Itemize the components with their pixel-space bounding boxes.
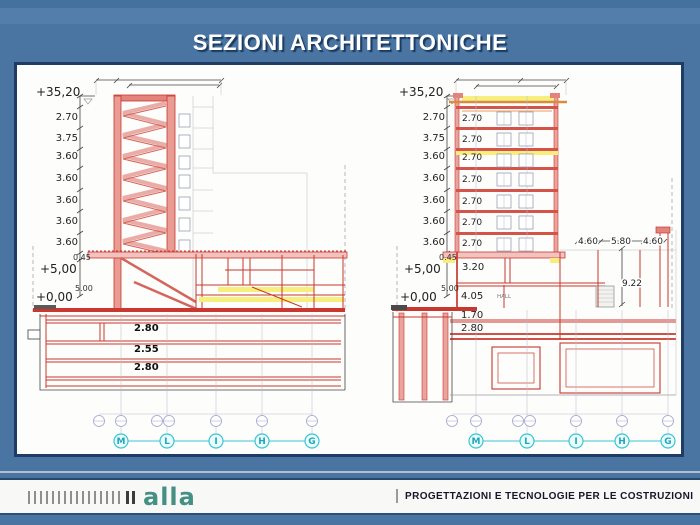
dim-label: 3.60 — [55, 216, 78, 227]
dim-label: 3.75 — [422, 133, 445, 144]
basement-dim-label: 2.80 — [134, 323, 159, 334]
yellow-band — [218, 287, 314, 292]
width-dim-label: 4.60 — [642, 237, 664, 247]
basement-niche — [28, 330, 40, 339]
level-label: +0,00 — [400, 290, 437, 304]
dim-label: 3.60 — [55, 195, 78, 206]
grid-letter: G — [308, 437, 316, 447]
slide-title: SEZIONI ARCHITETTONICHE — [192, 30, 508, 55]
barcode-icon — [28, 491, 120, 504]
left-wall — [114, 96, 121, 310]
mid-slab — [88, 252, 347, 258]
pilaster-bubbles — [447, 416, 674, 427]
dim-label-small: 5.00 — [75, 284, 93, 293]
left-section-drawing — [28, 78, 347, 448]
pillar — [443, 313, 448, 400]
grid-letter: M — [116, 437, 126, 447]
dim-label: 2.70 — [55, 112, 78, 123]
pillar — [399, 313, 404, 400]
basement-room-inner — [566, 349, 654, 387]
grid-letter: L — [164, 437, 170, 447]
level-label: +35,20 — [399, 85, 444, 99]
left-roof-slab — [114, 95, 175, 101]
basement-room-inner — [498, 353, 534, 383]
drawing-panel — [14, 62, 684, 457]
floor-dim-label: 2.70 — [462, 153, 483, 163]
yellow-band — [199, 297, 344, 302]
dim-label-small: 0.45 — [73, 253, 91, 262]
ground-line — [33, 308, 345, 312]
top-accent-band — [0, 8, 700, 24]
tagline-divider — [396, 489, 398, 503]
right-section-drawing — [391, 78, 676, 448]
mid-slab — [443, 252, 565, 258]
level-label: +5,00 — [40, 262, 77, 276]
grid-letter: L — [524, 437, 530, 447]
dim-label: 3.60 — [422, 237, 445, 248]
footer-band — [0, 480, 700, 513]
dim-label: 3.60 — [55, 151, 78, 162]
top-shade-strip — [0, 0, 700, 8]
dim-label: 3.75 — [55, 133, 78, 144]
room-label: HALL — [497, 294, 512, 300]
logo-text: alla — [143, 483, 196, 511]
dim-label: 3.60 — [422, 195, 445, 206]
basement-dim-label: 2.55 — [134, 344, 159, 355]
level-marker-icon — [84, 99, 92, 104]
parapet — [453, 93, 463, 98]
barcode-bold-icon — [126, 491, 137, 504]
floor-dim-label: 2.70 — [462, 239, 483, 249]
parapet — [550, 93, 560, 98]
ramp-lines — [121, 258, 199, 310]
dim-label: 3.60 — [422, 173, 445, 184]
grid-letter: I — [214, 437, 218, 447]
grid-letter: G — [664, 437, 672, 447]
annex-stair — [596, 286, 614, 307]
footer-navy-edge — [0, 513, 700, 515]
pilaster-bubbles — [94, 416, 318, 427]
footer-light-line — [0, 471, 700, 473]
dim-label: 3.20 — [462, 262, 485, 273]
company-logo — [28, 483, 196, 511]
dim-label: 4.05 — [461, 291, 484, 302]
basement-room — [560, 343, 660, 393]
level-label: +5,00 — [404, 262, 441, 276]
level-label: +35,20 — [36, 85, 81, 99]
ground-marker — [34, 305, 56, 309]
width-dim-label: 4.60 — [577, 237, 599, 247]
annex-cap — [656, 227, 670, 233]
right-wall — [167, 96, 175, 254]
grid-letter: I — [574, 437, 578, 447]
dim-label: 2.70 — [422, 112, 445, 123]
floor-dim-label: 2.70 — [462, 135, 483, 145]
grid-letter: H — [258, 437, 266, 447]
grid-letter: H — [618, 437, 626, 447]
dim-label: 3.60 — [422, 151, 445, 162]
dim-label: 3.60 — [55, 237, 78, 248]
floor-dim-label: 2.70 — [462, 197, 483, 207]
floor-dim-label: 2.70 — [462, 114, 483, 124]
stair-doors — [179, 114, 190, 253]
floor-dim-label: 2.70 — [462, 218, 483, 228]
dim-label-small: 5.00 — [441, 284, 459, 293]
dim-label: 3.60 — [55, 173, 78, 184]
level-label: +0,00 — [36, 290, 73, 304]
height-dim-label: 9.22 — [621, 279, 643, 289]
dim-label-small: 0.45 — [439, 253, 457, 262]
dim-label: 3.60 — [422, 216, 445, 227]
sections-canvas — [17, 65, 681, 454]
dim-label: 1.70 — [461, 310, 484, 321]
yellow-band — [550, 258, 560, 263]
basement-dim-label: 2.80 — [134, 362, 159, 373]
ground-marker — [391, 305, 407, 310]
width-dim-label: 5.80 — [610, 237, 632, 247]
pillar — [422, 313, 427, 400]
tagline-text: PROGETTAZIONI E TECNOLOGIE PER LE COSTRUZIONI — [405, 490, 694, 502]
grid-letter: M — [471, 437, 481, 447]
floor-dim-label: 2.70 — [462, 175, 483, 185]
footer-tagline — [396, 489, 693, 503]
dim-label: 2.80 — [461, 323, 484, 334]
windows — [497, 112, 533, 251]
